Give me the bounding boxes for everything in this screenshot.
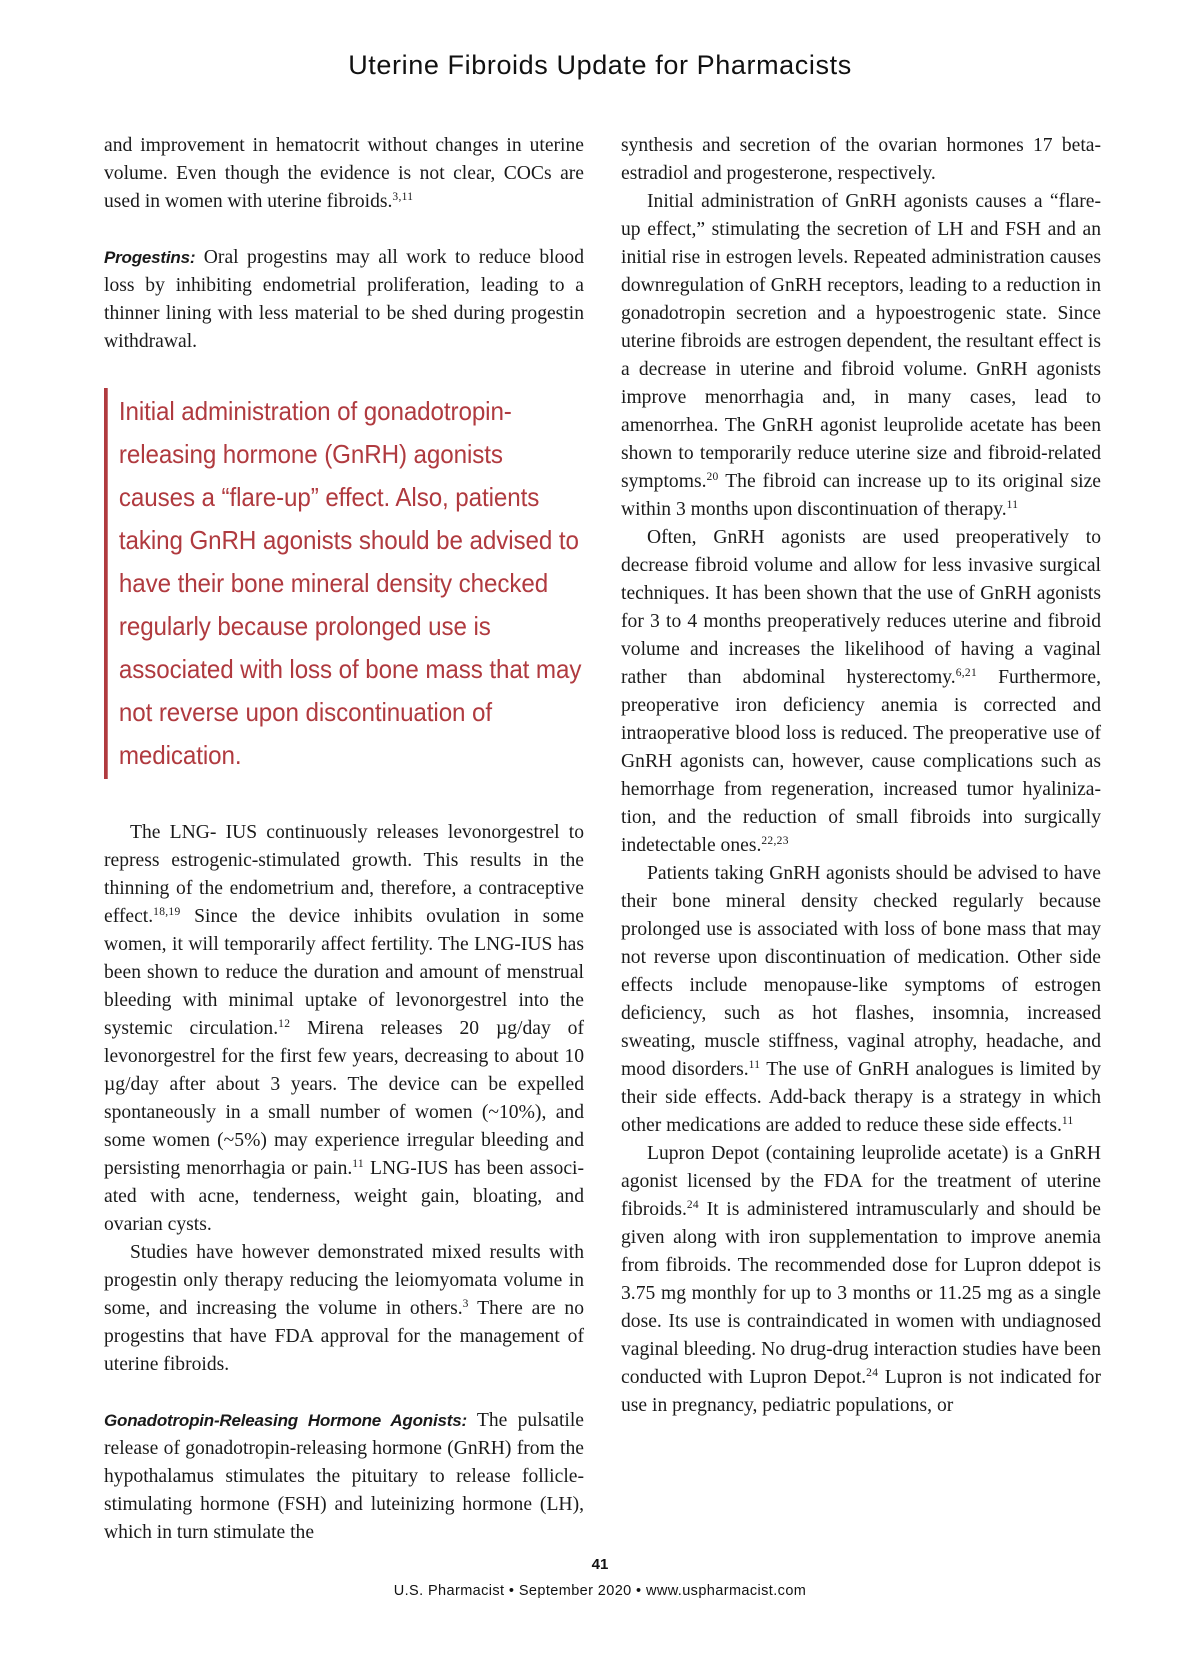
paragraph-text: The fibroid can increase up to its original size within 3 months upon discontinuation of therapy. [621, 471, 1101, 520]
citation: 11 [1061, 1115, 1074, 1127]
citation: 24 [686, 1199, 699, 1211]
paragraph-text: The use of GnRH analogues is limited by their side effects. Add-back therapy is a strategy in which other medications are added to reduce these side effects. [621, 1059, 1102, 1136]
left-column [104, 132, 584, 1547]
citation: 6,21 [955, 667, 978, 679]
citation: 3 [462, 1298, 469, 1310]
citation: 20 [706, 471, 719, 483]
paragraph-preoperative [621, 524, 1101, 860]
paragraph-progestins [104, 244, 584, 356]
paragraph-text: The pulsatile release of gonadotropin-releasing hormone (GnRH) from the hypothalamus stimulates the pituitary to release follicle-stimulating hormone (FSH) and luteinizing hormone (LH), which in turn stimulate the [104, 1410, 585, 1543]
paragraph-ovarian-hormones: synthesis and secretion of the ovarian hormones 17 beta-estradiol and progesterone, respectively. [621, 135, 1101, 184]
citation: 11 [352, 1158, 364, 1170]
section-heading-progestins: Progestins: [104, 248, 196, 267]
paragraph-lupron-depot [621, 1140, 1101, 1420]
right-column [621, 132, 1101, 1420]
paragraph-lng-ius [104, 819, 584, 1239]
paragraph-text: Since the device inhibits ovulation in some women, it will temporarily affect fertility. The LNG-IUS has been shown to reduce the duration and amount of menstrual bleeding with minimal uptake of levonorgestrel into the systemic circulation. [104, 906, 584, 1039]
citation: 3,11 [392, 191, 414, 203]
pull-quote-text: Initial administration of gonadotropin-releasing hormone (GnRH) agonists causes a “flare-up” effect. Also, patients taking GnRH agonists should be advised to have their bone mineral density checked regularly because prolonged use is associated with loss of bone mass that may not reverse upon discontinuation of medication. [118, 396, 582, 770]
paragraph-studies [104, 1239, 584, 1379]
paragraph-text: Patients taking GnRH agonists should be advised to have their bone mineral density checked regularly because prolonged use is associated with loss of bone mass that may not reverse upon discontinuation of medication. Other side effects include menopause-like symptoms of estrogen deficiency, such as hot flashes, insomnia, increased sweating, muscle stiffness, vaginal atrophy, headache, and mood disorders. [621, 863, 1101, 1080]
paragraph-text: Mirena releases 20 µg/day of levonorgestrel for the first few years, decreasing to about 10 µg/day after about 3 years. The device can be expelled spontaneously in a small number of women (~10%), and some women (~5%) may experience irregular bleeding and persisting menorrhagia or pain. [104, 1018, 584, 1179]
paragraph-text: There are no progestins that have FDA approval for the management of uterine fibroids. [104, 1298, 584, 1375]
paragraph-cocs [104, 132, 584, 216]
paragraph-text: Initial administration of GnRH agonists causes a “flare-up effect,” stimulating the secretion of LH and FSH and an initial rise in estrogen levels. Repeated administration causes downregulation of GnRH receptors, leading to a reduction in gonadotropin secretion and a hypoestrogenic state. Since uterine fibroids are estrogen dependent, the resultant effect is a decrease in uterine and fibroid volume. GnRH agonists improve menorrhagia and, in many cases, lead to amenorrhea. The GnRH agonist leuprolide acetate has been shown to temporarily reduce uterine size and fibroid-related symptoms. [621, 191, 1101, 492]
citation: 11 [748, 1059, 761, 1071]
page-footer: U.S. Pharmacist • September 2020 • www.uspharmacist.com [393, 1583, 807, 1599]
paragraph-text: Oral progestins may all work to reduce blood loss by inhibiting endometrial proliferation, leading to a thinner lining with less material to be shed during progestin withdrawal. [104, 247, 584, 352]
paragraph-text: Studies have however demonstrated mixed results with progestin only therapy reducing the leiomyomata volume in some, and increasing the volume in others. [104, 1242, 584, 1319]
paragraph-text: Often, GnRH agonists are used preoperatively to decrease fibroid volume and allow for less invasive surgical techniques. It has been shown that the use of GnRH agonists for 3 to 4 months preoperatively reduces uterine and fibroid volume and increases the likelihood of having a vaginal rather than abdominal hysterectomy. [621, 527, 1101, 688]
paragraph-text: Lupron is not indicated for use in pregnancy, pediatric populations, or [621, 1367, 1101, 1416]
paragraph-gnrh-agonists [104, 1407, 584, 1547]
paragraph-text: and improvement in hematocrit without changes in uterine volume. Even though the evidence is not clear, COCs are used in women with uterine fibroids. [104, 135, 584, 212]
section-heading-gnrh-agonists: Gonadotropin-Releasing Hormone Agonists: [104, 1411, 467, 1430]
paragraph-text: Furthermore, preoperative iron deficiency anemia is corrected and intraoperative blood loss is reduced. The preoperative use of GnRH agonists can, however, cause complications such as hemorrhage from regeneration, increased tumor hyalinization, and the reduction of small fibroids into surgically indetectable ones. [621, 667, 1101, 856]
citation: 12 [278, 1018, 291, 1030]
citation: 24 [866, 1367, 879, 1379]
pull-quote [104, 388, 584, 779]
running-head: Uterine Fibroids Update for Pharmacists [348, 50, 852, 80]
citation: 18,19 [153, 906, 181, 918]
paragraph-text: LNG-IUS has been associated with acne, tenderness, weight gain, bloating, and ovarian cysts. [104, 1158, 585, 1235]
paragraph-flare-up [621, 188, 1101, 524]
paragraph-text: It is administered intramuscularly and should be given along with iron supplementation to improve anemia from fibroids. The recommended dose for Lupron ddepot is 3.75 mg monthly for up to 3 months or 11.25 mg as a single dose. Its use is contraindicated in women with undiagnosed vaginal bleeding. No drug-drug interaction studies have been conducted with Lupron Depot. [621, 1199, 1101, 1388]
citation: 11 [1006, 499, 1019, 511]
paragraph-bone-density [621, 860, 1101, 1140]
paragraph-text: Lupron Depot (containing leuprolide acetate) is a GnRH agonist licensed by the FDA for the treatment of uterine fibroids. [621, 1143, 1101, 1220]
page-number: 41 [591, 1556, 609, 1573]
citation: 22,23 [761, 835, 789, 847]
paragraph-text: The LNG- IUS continuously releases levonorgestrel to repress estrogenic-stimulated growth. This results in the thinning of the endometrium and, therefore, a contraceptive effect. [104, 822, 584, 927]
